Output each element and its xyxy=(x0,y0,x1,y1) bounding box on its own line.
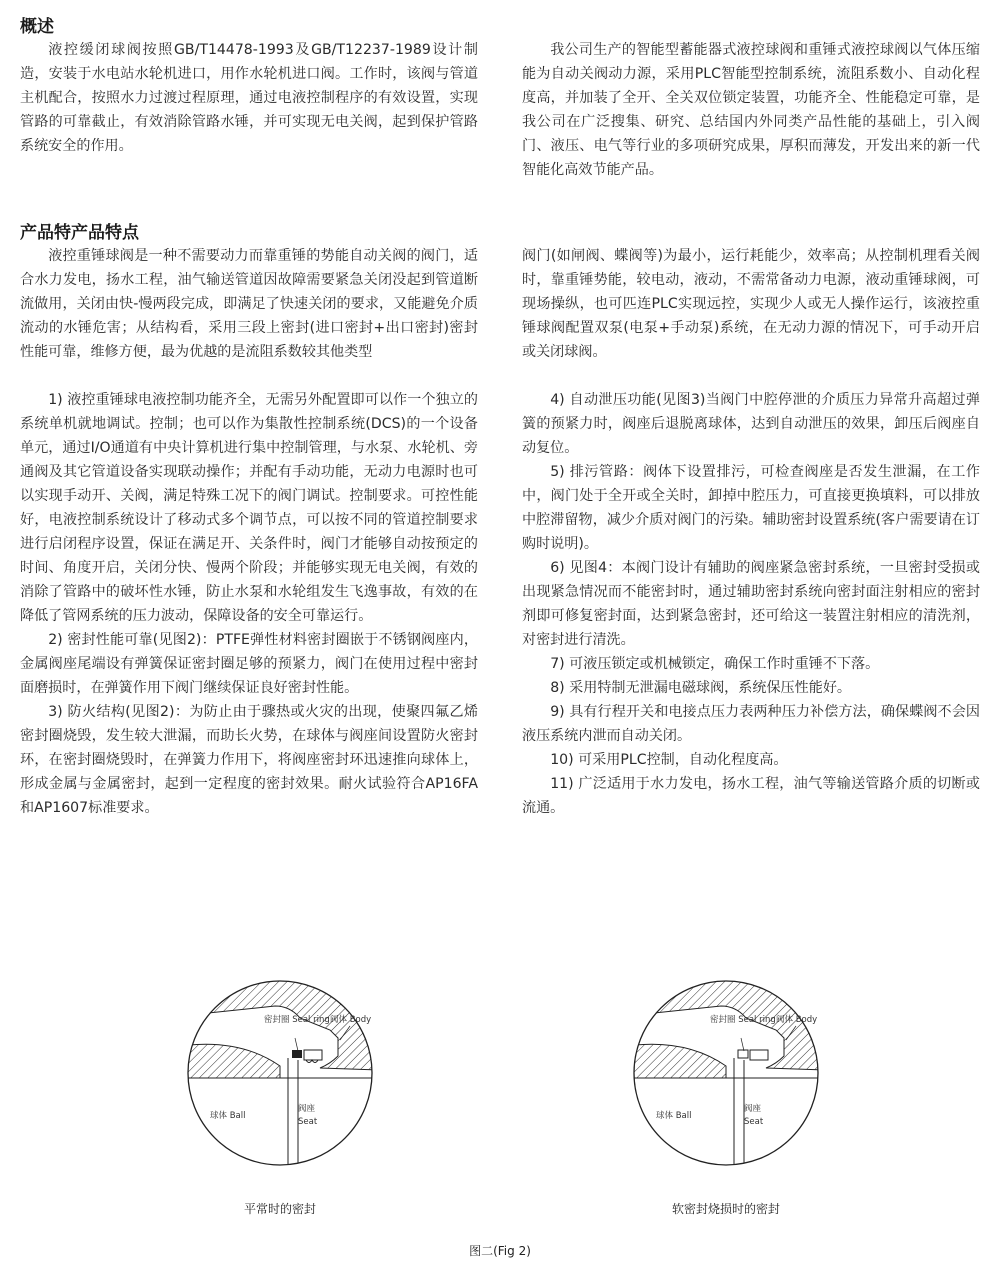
overview-left-column xyxy=(20,38,478,158)
overview-right-paragraph: 我公司生产的智能型蓄能器式液控球阀和重锤式液控球阀以气体压缩能为自动关阀动力源，采用PLC智能型控制系统，流阻系数小、自动化程度高，并加装了全开、全关双位锁定装置，功能齐全、性能稳定可靠，是我公司在广泛搜集、研究、总结国内外同类产品性能的基础上，引入阀门、液压、电气等行业的多项研究成果，厚积而薄发，开发出来的新一代智能化高效节能产品。 xyxy=(522,42,980,178)
feature-item-9: 9) 具有行程开关和电接点压力表两种压力补偿方法，确保蝶阀不会因液压系统内泄而自动关闭。 xyxy=(522,704,980,744)
feature-item-11: 11) 广泛适用于水力发电，扬水工程，油气等输送管路介质的切断或流通。 xyxy=(522,776,980,816)
seal-ring-label: 密封圈 Seal ring xyxy=(264,1015,330,1025)
seal-ring-label: 密封圈 Seal ring xyxy=(710,1015,776,1025)
feature-item-1: 1) 液控重锤球电液控制功能齐全，无需另外配置即可以作一个独立的系统单机就地调试。控制；也可以作为集散性控制系统(DCS)的一个设备单元，通过I/O通道有中央计算机进行集中控制管理，与水泵、水轮机、旁通阀及其它管道设备实现联动操作；并配有手动功能，无动力电源时也可以实现手动开、关阀，满足特殊工况下的阀门调试。控制要求。可控性能好，电液控制系统设计了移动式多个调节点，可以按不同的管道控制要求进行启闭程序设置，保证在满足开、关条件时，阀门才能够自动按预定的时间、角度开启，关闭分快、慢两个阶段；并能够实现无电关阀，有效的消除了管路中的破坏性水锤，防止水泵和水轮组发生飞逸事故，有效的在降低了管网系统的压力波动，保障设备的安全可靠运行。 xyxy=(20,392,478,624)
overview-title: 概述 xyxy=(20,17,54,37)
feature-item-4: 4) 自动泄压功能(见图3)当阀门中腔停泄的介质压力异常升高超过弹簧的预紧力时，阀座后退脱离球体，达到自动泄压的效果，卸压后阀座自动复位。 xyxy=(522,392,980,456)
ball-label: 球体 Ball xyxy=(210,1111,246,1121)
features-intro-right: 阀门(如闸阀、蝶阀等)为最小，运行耗能少，效率高；从控制机理看关阀时，靠重锤势能，较电动，液动，不需常备动力电源，液动重锤球阀，可现场操纵，也可匹连PLC实现远控，实现少人或无人操作运行，该液控重锤球阀配置双泵(电泵+手动泵)系统，在无动力源的情况下，可手动开启或关闭球阀。 xyxy=(522,248,980,360)
seat-label-en: Seat xyxy=(298,1117,318,1127)
feature-item-10: 10) 可采用PLC控制，自动化程度高。 xyxy=(550,752,788,768)
features-title: 产品特产品特点 xyxy=(20,223,139,243)
feature-item-7: 7) 可液压锁定或机械锁定，确保工作时重锤不下落。 xyxy=(550,656,880,672)
seal-diagram-normal xyxy=(180,978,380,1168)
feature-item-3: 3) 防火结构(见图2)：为防止由于骤热或火灾的出现，使聚四氟乙烯密封圈烧毁，发生较大泄漏，而助长火势，在球体与阀座间设置防火密封环，在密封圈烧毁时，在弹簧力作用下，将阀座密封环迅速推向球体上，形成金属与金属密封，起到一定程度的密封效果。耐火试验符合AP16FA和AP1607标准要求。 xyxy=(20,704,478,816)
seat-label-cn: 阀座 xyxy=(744,1104,762,1114)
body-label: 阀体 Body xyxy=(776,1015,818,1025)
figure-main-caption: 图二(Fig 2) xyxy=(469,1244,531,1258)
features-left-column xyxy=(20,244,478,820)
seat-label-en: Seat xyxy=(744,1117,764,1127)
feature-item-5: 5) 排污管路：阀体下设置排污，可检查阀座是否发生泄漏，在工作中，阀门处于全开或全关时，卸掉中腔压力，可直接更换填料，可以排放中腔滞留物，减少介质对阀门的污染。辅助密封设置系统(客户需要请在订购时说明)。 xyxy=(522,464,980,552)
features-intro-left: 液控重锤球阀是一种不需要动力而靠重锤的势能自动关阀的阀门，适合水力发电，扬水工程，油气输送管道因故障需要紧急关闭没起到管道断流做用，关闭由快-慢两段完成，即满足了快速关闭的要求，又能避免介质流动的水锤危害；从结构看，采用三段上密封(进口密封+出口密封)密封性能可靠，维修方便，最为优越的是流阻系数较其他类型 xyxy=(20,248,478,360)
right-figure-caption: 软密封烧损时的密封 xyxy=(671,1202,780,1216)
feature-item-8: 8) 采用特制无泄漏电磁球阀，系统保压性能好。 xyxy=(550,680,852,696)
body-label: 阀体 Body xyxy=(330,1015,372,1025)
seal-diagram-burnt xyxy=(626,978,826,1168)
seat-label-cn: 阀座 xyxy=(298,1104,316,1114)
feature-item-2: 2) 密封性能可靠(见图2)：PTFE弹性材料密封圈嵌于不锈钢阀座内，金属阀座尾端设有弹簧保证密封圈足够的预紧力，阀门在使用过程中密封面磨损时，在弹簧作用下阀门继续保证良好密封性能。 xyxy=(20,632,478,696)
overview-right-column xyxy=(522,38,980,182)
ball-label: 球体 Ball xyxy=(656,1111,692,1121)
ball-hatch xyxy=(180,1044,280,1078)
features-right-column xyxy=(522,244,980,820)
overview-left-paragraph: 液控缓闭球阀按照GB/T14478-1993及GB/T12237-1989设计制造，安装于水电站水轮机进口，用作水轮机进口阀。工作时，该阀与管道主机配合，按照水力过渡过程原理，通过电液控制程序的有效设置，实现管路的可靠截止，有效消除管路水锤，并可实现无电关阀，起到保护管路系统安全的作用。 xyxy=(20,42,478,154)
feature-item-6: 6) 见图4：本阀门设计有辅助的阀座紧急密封系统，一旦密封受损或出现紧急情况而不能密封时，通过辅助密封系统向密封面注射相应的密封剂即可修复密封面，达到紧急密封，还可给这一装置注射相应的清洗剂，对密封进行清洗。 xyxy=(522,560,980,648)
left-figure-caption: 平常时的密封 xyxy=(243,1202,316,1216)
